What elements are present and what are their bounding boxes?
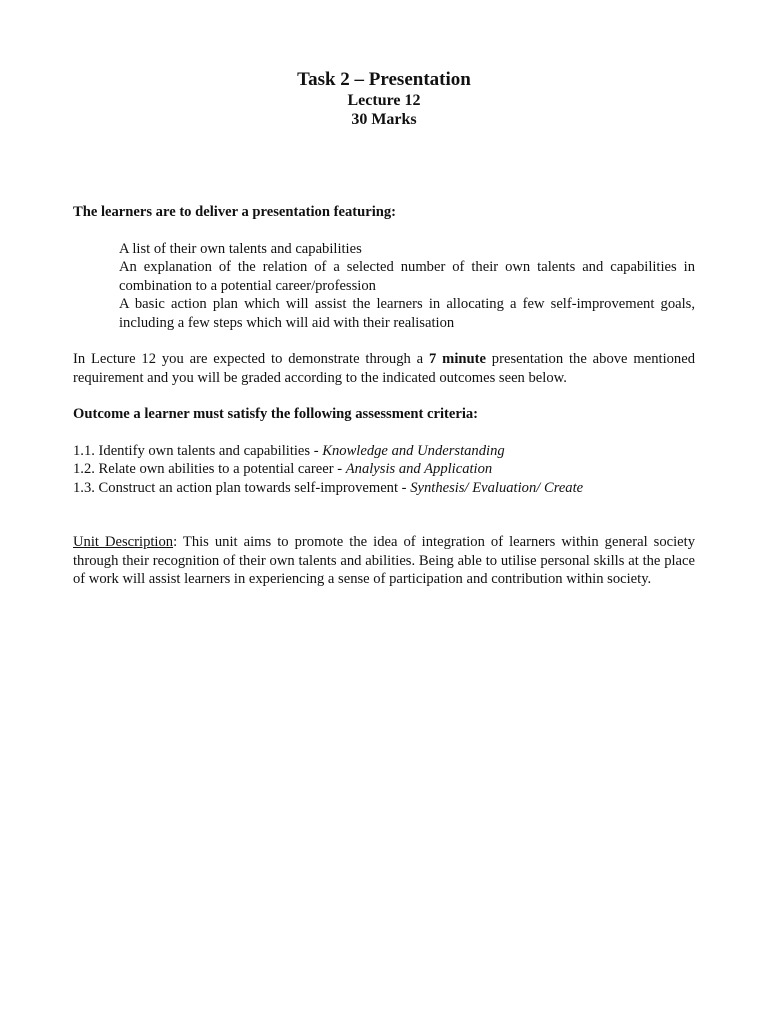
duration-emphasis: 7 minute (429, 351, 486, 367)
criterion-category: Analysis and Application (345, 461, 493, 477)
list-item: A list of their own talents and capabilities (119, 240, 362, 257)
criterion-text: 1.1. Identify own talents and capabilities - (73, 442, 323, 459)
criterion-item (73, 460, 695, 479)
lecture-paragraph-end: presentation the above mentioned requirement and you will be graded according to the indicated outcomes seen below. (73, 351, 695, 386)
criterion-category: Knowledge and Understanding (322, 442, 505, 459)
marks-label: 30 Marks (351, 111, 417, 128)
criterion-text: 1.2. Relate own abilities to a potential career - (73, 461, 346, 477)
lecture-paragraph-start: In Lecture 12 you are expected to demonstrate through a (73, 351, 430, 367)
unit-description-label: Unit Description (73, 534, 174, 550)
criterion-category: Synthesis/ Evaluation/ Create (410, 479, 584, 496)
document-title: Task 2 – Presentation (297, 69, 471, 90)
criterion-text: 1.3. Construct an action plan towards self-improvement - (73, 479, 411, 496)
title-block (0, 68, 768, 129)
document-body (73, 203, 695, 589)
list-item: An explanation of the relation of a selected number of their own talents and capabilities in combination to a potential career/profession (119, 259, 695, 294)
unit-description-text: : This unit aims to promote the idea of integration of learners within general society through their recognition of their own talents and abilities. Being able to utilise personal skills at the place of work will assist learners in experiencing a sense of participation and contribution within society. (73, 534, 695, 587)
criterion-item (73, 442, 695, 461)
list-item: A basic action plan which will assist the learners in allocating a few self-improvement goals, including a few steps which will aid with their realisation (119, 296, 695, 331)
assessment-criteria-list (73, 442, 695, 498)
intro-heading: The learners are to deliver a presentation featuring: (73, 204, 397, 220)
criterion-item (73, 479, 695, 498)
presentation-requirements-list (73, 240, 695, 333)
lecture-label: Lecture 12 (347, 92, 421, 109)
lecture-paragraph (73, 350, 695, 387)
unit-description-paragraph (73, 533, 695, 589)
outcomes-heading: Outcome a learner must satisfy the following assessment criteria: (73, 406, 479, 422)
